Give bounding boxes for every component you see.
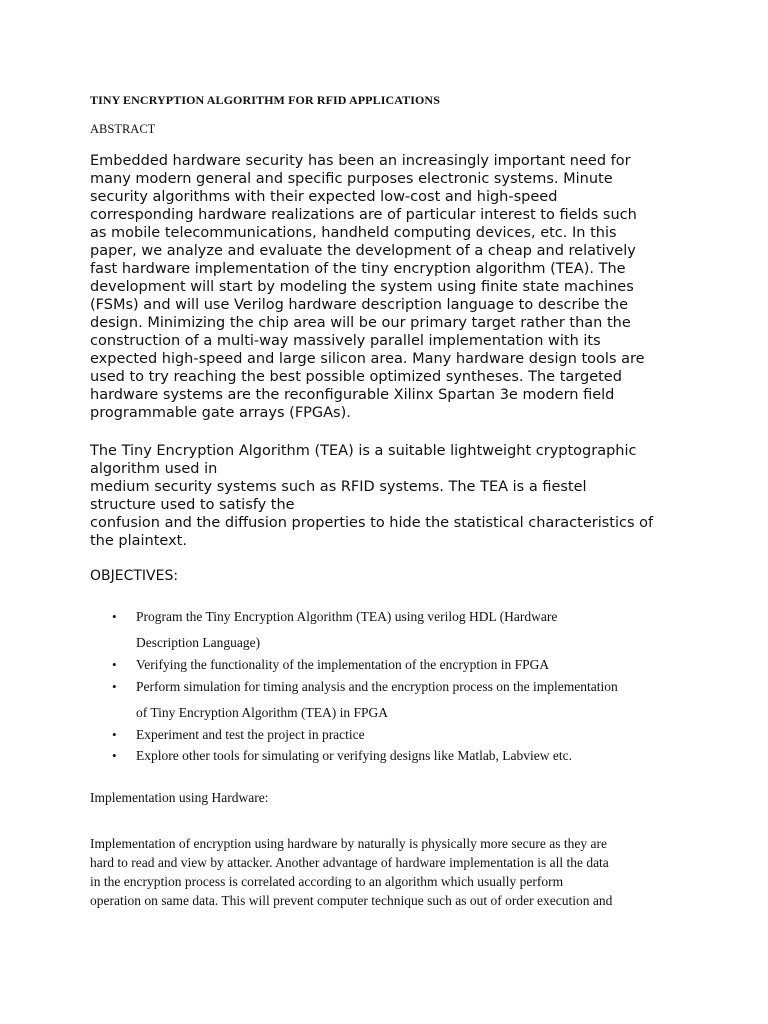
- objective-text: Explore other tools for simulating or verifying designs like Matlab, Labview etc.: [136, 748, 573, 763]
- objectives-list: [90, 605, 690, 766]
- abstract-paragraph-2: The Tiny Encryption Algorithm (TEA) is a suitable lightweight cryptographic algorithm used in medium security systems such as RFID systems. The TEA is a fiestel structure used to satisfy the confusion and the diffusion properties to hide the statistical characteristics of the plaintext.: [90, 443, 654, 549]
- implementation-paragraph: Implementation of encryption using hardware by naturally is physically more secure as they are hard to read and view by attacker. Another advantage of hardware implementation is all the data in the encryption process is correlated according to an algorithm which usually perform operation on same data. This will prevent computer technique such as out of order execution and: [90, 836, 613, 908]
- abstract-heading: ABSTRACT: [90, 122, 156, 136]
- objective-text-continued: of Tiny Encryption Algorithm (TEA) in FPGA: [136, 705, 389, 720]
- document-title: TINY ENCRYPTION ALGORITHM FOR RFID APPLICATIONS: [90, 93, 440, 107]
- objective-item-2: [90, 654, 690, 675]
- bullet-icon: •: [112, 609, 117, 624]
- objective-text: Verifying the functionality of the implementation of the encryption in FPGA: [136, 657, 550, 672]
- objective-text: Perform simulation for timing analysis and the encryption process on the implementation: [136, 679, 618, 694]
- implementation-heading: Implementation using Hardware:: [90, 790, 269, 805]
- objectives-heading: OBJECTIVES:: [90, 568, 179, 584]
- objective-item-1: [90, 605, 690, 654]
- bullet-icon: •: [112, 657, 117, 672]
- bullet-icon: •: [112, 727, 117, 742]
- bullet-icon: •: [112, 679, 117, 694]
- objective-text-continued: Description Language): [136, 635, 261, 650]
- bullet-icon: •: [112, 748, 117, 763]
- objective-text: Experiment and test the project in practice: [136, 727, 365, 742]
- abstract-paragraph-1: Embedded hardware security has been an increasingly important need for many modern general and specific purposes electronic systems. Minute security algorithms with their expected low-cost and high-speed corresponding hardware realizations are of particular interest to fields such as mobile telecommunications, handheld computing devices, etc. In this paper, we analyze and evaluate the development of a cheap and relatively fast hardware implementation of the tiny encryption algorithm (TEA). The development will start by modeling the system using finite state machines (FSMs) and will use Verilog hardware description language to describe the design. Minimizing the chip area will be our primary target rather than the construction of a multi-way massively parallel implementation with its expected high-speed and large silicon area. Many hardware design tools are used to try reaching the best possible optimized syntheses. The targeted hardware systems are the reconfigurable Xilinx Spartan 3e modern field programmable gate arrays (FPGAs).: [90, 153, 645, 421]
- objective-item-3: [90, 675, 690, 724]
- objective-text: Program the Tiny Encryption Algorithm (TEA) using verilog HDL (Hardware: [136, 609, 558, 624]
- objective-item-4: [90, 724, 690, 745]
- objective-item-5: [90, 745, 690, 766]
